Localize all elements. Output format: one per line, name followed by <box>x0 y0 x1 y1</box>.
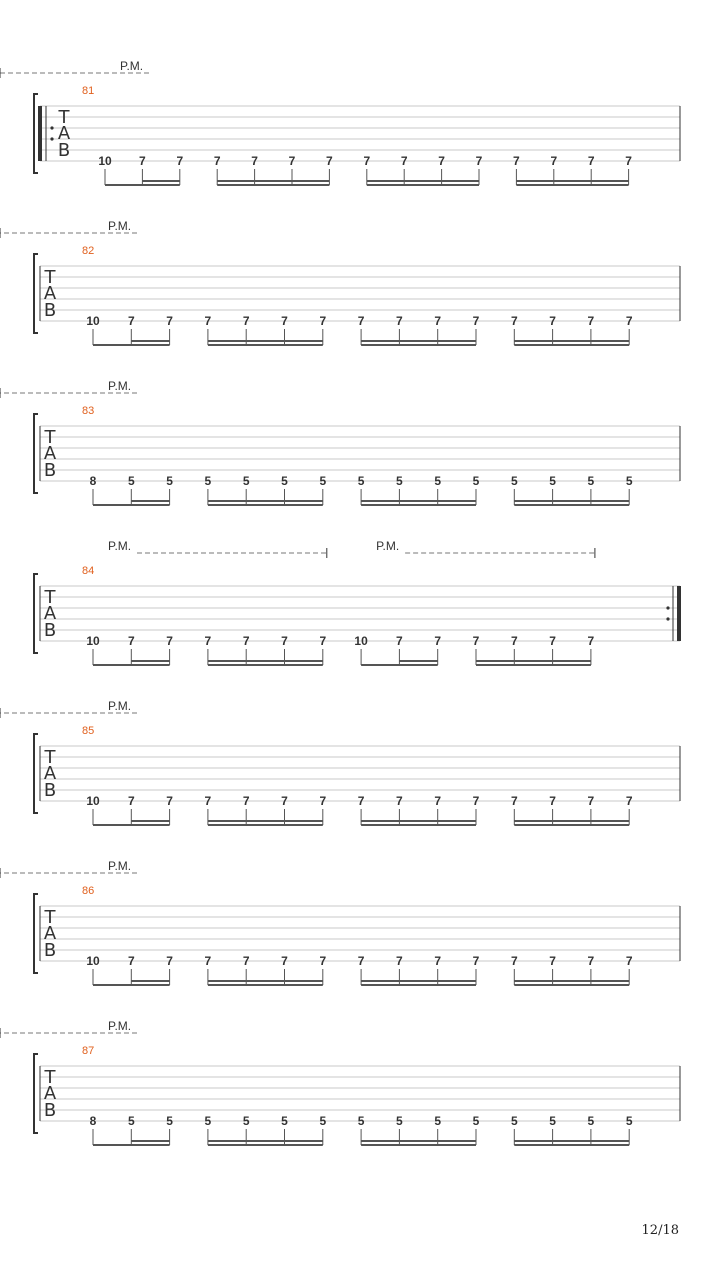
pm-label: P.M. <box>120 59 144 73</box>
tab-note: 7 <box>587 314 595 328</box>
tab-note: 10 <box>86 794 100 808</box>
tab-note: 7 <box>513 154 520 168</box>
measure-number: 81 <box>82 85 95 97</box>
tab-note: 7 <box>139 154 146 168</box>
clef-t: T <box>58 107 70 128</box>
pm-label: P.M. <box>108 539 132 553</box>
measure-number: 85 <box>82 725 95 737</box>
tab-note: 5 <box>396 1114 403 1128</box>
tab-note: 7 <box>396 634 403 648</box>
tab-note: 7 <box>127 954 135 968</box>
repeat-dot <box>50 126 53 129</box>
repeat-dot <box>666 617 669 620</box>
tab-note: 7 <box>549 314 556 328</box>
tab-note: 7 <box>127 634 135 648</box>
tab-note: 10 <box>86 314 100 328</box>
clef-a: A <box>43 763 57 784</box>
tab-note: 7 <box>166 634 173 648</box>
system-bracket <box>34 94 38 173</box>
tab-note: 5 <box>587 1114 595 1128</box>
tab-note: 5 <box>166 474 173 488</box>
tab-note: 7 <box>587 794 595 808</box>
tab-note: 7 <box>281 314 288 328</box>
system-bracket <box>34 894 38 973</box>
tab-note: 5 <box>434 474 442 488</box>
clef-b: B <box>43 300 57 321</box>
tab-note: 7 <box>549 634 556 648</box>
tab-note: 7 <box>281 634 288 648</box>
clef-a: A <box>43 923 57 944</box>
tab-note: 7 <box>166 794 173 808</box>
tab-system <box>0 379 680 505</box>
system-bracket <box>34 1054 38 1133</box>
tab-note: 5 <box>472 1114 480 1128</box>
tab-note: 7 <box>625 794 633 808</box>
tab-note: 7 <box>549 794 556 808</box>
clef-b: B <box>43 620 57 641</box>
tab-system <box>0 699 680 825</box>
tab-note: 5 <box>549 1114 556 1128</box>
tab-note: 7 <box>127 314 135 328</box>
tab-note: 5 <box>204 474 212 488</box>
measure-number: 82 <box>82 245 95 257</box>
tab-note: 7 <box>472 314 480 328</box>
pm-label: P.M. <box>108 859 132 873</box>
tab-note: 7 <box>319 314 327 328</box>
system-bracket <box>34 734 38 813</box>
tab-note: 7 <box>434 314 442 328</box>
tab-note: 7 <box>204 314 212 328</box>
clef-b: B <box>43 1100 57 1121</box>
tab-system <box>0 1019 680 1145</box>
page-number: 12/18 <box>641 1223 679 1238</box>
tab-system <box>0 859 680 985</box>
pm-label: P.M. <box>108 379 132 393</box>
tab-note: 7 <box>434 634 442 648</box>
tab-note: 10 <box>86 634 100 648</box>
tab-note: 5 <box>127 474 135 488</box>
tab-note: 5 <box>204 1114 212 1128</box>
tab-note: 10 <box>354 634 368 648</box>
clef-t: T <box>44 427 56 448</box>
tab-note: 7 <box>475 154 483 168</box>
tab-note: 7 <box>319 794 327 808</box>
tab-note: 7 <box>204 634 212 648</box>
tab-system <box>0 59 680 185</box>
tab-note: 7 <box>587 154 595 168</box>
repeat-dot <box>50 137 53 140</box>
clef-a: A <box>43 1083 57 1104</box>
tab-note: 5 <box>319 1114 327 1128</box>
tab-note: 5 <box>127 1114 135 1128</box>
tab-note: 5 <box>625 474 633 488</box>
tab-note: 7 <box>319 634 327 648</box>
tab-note: 7 <box>587 954 595 968</box>
tab-note: 8 <box>89 1114 97 1128</box>
tab-note: 7 <box>166 314 173 328</box>
tab-note: 7 <box>326 154 333 168</box>
tab-note: 5 <box>510 474 518 488</box>
tab-note: 10 <box>86 954 100 968</box>
clef-b: B <box>57 140 71 161</box>
tab-note: 7 <box>357 954 365 968</box>
tab-note: 7 <box>400 154 408 168</box>
tab-note: 7 <box>127 794 135 808</box>
system-bracket <box>34 574 38 653</box>
repeat-dot <box>666 606 669 609</box>
clef-a: A <box>43 443 57 464</box>
pm-label: P.M. <box>376 539 400 553</box>
tab-note: 7 <box>587 634 595 648</box>
tab-note: 5 <box>357 1114 365 1128</box>
tab-note: 5 <box>472 474 480 488</box>
clef-b: B <box>43 460 57 481</box>
tab-note: 7 <box>251 154 258 168</box>
clef-a: A <box>43 283 57 304</box>
pm-label: P.M. <box>108 219 132 233</box>
clef-t: T <box>44 587 56 608</box>
tab-note: 5 <box>434 1114 442 1128</box>
tab-system <box>34 539 681 665</box>
tab-note: 7 <box>357 314 365 328</box>
clef-b: B <box>43 780 57 801</box>
tab-note: 5 <box>587 474 595 488</box>
clef-b: B <box>43 940 57 961</box>
clef-t: T <box>44 1067 56 1088</box>
tab-note: 7 <box>549 954 556 968</box>
tab-note: 7 <box>213 154 221 168</box>
system-bracket <box>34 254 38 333</box>
tab-note: 7 <box>438 154 445 168</box>
tab-note: 7 <box>510 954 518 968</box>
tab-note: 7 <box>288 154 296 168</box>
tab-note: 7 <box>625 154 632 168</box>
tab-note: 7 <box>434 794 442 808</box>
tab-note: 5 <box>166 1114 173 1128</box>
repeat-start-thick <box>38 106 42 161</box>
tab-note: 10 <box>98 154 112 168</box>
clef-t: T <box>44 267 56 288</box>
tab-note: 7 <box>550 154 558 168</box>
tab-note: 7 <box>472 954 480 968</box>
tab-note: 5 <box>510 1114 518 1128</box>
tab-note: 7 <box>363 154 371 168</box>
repeat-end-thick <box>677 586 681 641</box>
tab-note: 7 <box>242 634 250 648</box>
tab-note: 7 <box>625 314 633 328</box>
tab-note: 7 <box>510 634 518 648</box>
tab-note: 7 <box>166 954 173 968</box>
clef-t: T <box>44 907 56 928</box>
clef-a: A <box>43 603 57 624</box>
tab-note: 7 <box>242 314 250 328</box>
tab-note: 7 <box>472 794 480 808</box>
tab-note: 7 <box>396 954 403 968</box>
measure-number: 86 <box>82 885 95 897</box>
pm-label: P.M. <box>108 1019 132 1033</box>
measure-number: 83 <box>82 405 95 417</box>
pm-label: P.M. <box>108 699 132 713</box>
tab-note: 5 <box>242 1114 250 1128</box>
clef-a: A <box>57 123 71 144</box>
tab-note: 7 <box>357 794 365 808</box>
tab-note: 5 <box>625 1114 633 1128</box>
tab-note: 7 <box>510 794 518 808</box>
measure-number: 84 <box>82 565 95 577</box>
tab-note: 7 <box>281 794 288 808</box>
tab-note: 5 <box>281 1114 288 1128</box>
tab-note: 5 <box>357 474 365 488</box>
system-bracket <box>34 414 38 493</box>
tab-note: 5 <box>242 474 250 488</box>
tab-note: 7 <box>204 794 212 808</box>
tab-note: 7 <box>510 314 518 328</box>
tab-note: 8 <box>89 474 97 488</box>
tab-note: 7 <box>396 314 403 328</box>
tab-note: 7 <box>242 794 250 808</box>
tab-note: 7 <box>319 954 327 968</box>
tab-note: 5 <box>396 474 403 488</box>
tab-note: 5 <box>549 474 556 488</box>
tab-note: 7 <box>396 794 403 808</box>
tab-note: 5 <box>281 474 288 488</box>
tab-system <box>0 219 680 345</box>
tab-note: 5 <box>319 474 327 488</box>
tab-note: 7 <box>281 954 288 968</box>
tab-note: 7 <box>625 954 633 968</box>
clef-t: T <box>44 747 56 768</box>
tab-note: 7 <box>176 154 184 168</box>
tab-note: 7 <box>204 954 212 968</box>
tab-note: 7 <box>472 634 480 648</box>
tab-note: 7 <box>242 954 250 968</box>
measure-number: 87 <box>82 1045 95 1057</box>
tab-note: 7 <box>434 954 442 968</box>
